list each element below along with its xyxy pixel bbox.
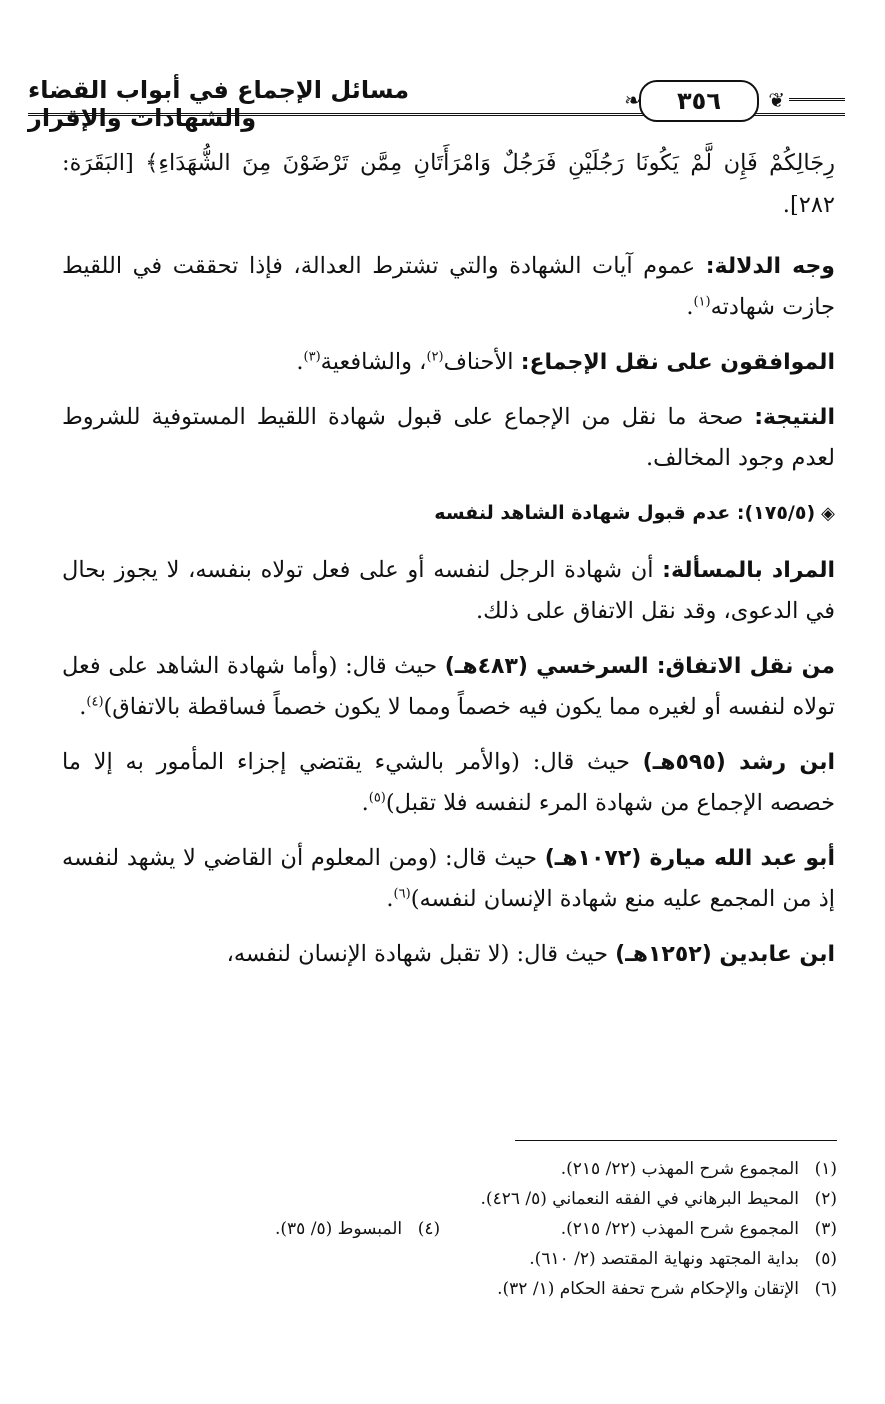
page-header: [28, 60, 845, 132]
footnote-number: (٢): [814, 1189, 837, 1209]
footnote-ref[interactable]: (٢): [426, 349, 444, 365]
footnote-item-inline: [275, 1214, 440, 1244]
footnote-number: (٦): [814, 1279, 837, 1299]
footnote-number: (١): [814, 1159, 837, 1179]
footnote-item: [60, 1274, 837, 1304]
footnote-number: (٣): [814, 1219, 837, 1239]
footnote-item: [60, 1214, 837, 1244]
paragraph-label: ابن عابدين (١٢٥٢هـ): [615, 942, 835, 967]
footnote-item: [60, 1184, 837, 1214]
paragraph-text: حيث قال: (والأمر بالشيء يقتضي إجزاء المأمور به إلا ما خصصه الإجماع من شهادة المرء لنفسه فلا تقبل): [62, 749, 835, 816]
paragraph: وجه الدلالة: عموم آيات الشهادة والتي تشترط العدالة، فإذا تحققت في اللقيط جازت شهادته$^{(١)}$.: [62, 253, 835, 320]
footnote-text: الإتقان والإحكام شرح تحفة الحكام (١/ ٣٢).: [497, 1279, 799, 1299]
footnote-item: [60, 1154, 837, 1184]
footnote-ref[interactable]: (٤): [86, 694, 104, 710]
paragraph-label: وجه الدلالة:: [705, 254, 835, 279]
diamond-bullet-icon: ◈: [821, 503, 835, 524]
footnote-ref[interactable]: (٥): [368, 790, 386, 806]
paragraph: [62, 550, 835, 632]
footnote-item: [60, 1244, 837, 1274]
footnote-text: المجموع شرح المهذب (٢٢/ ٢١٥).: [560, 1219, 799, 1239]
paragraph-text: عموم آيات الشهادة والتي تشترط العدالة، فإذا تحققت في اللقيط جازت شهادته: [62, 253, 835, 320]
running-title: مسائل الإجماع في أبواب القضاء والشهادات والإقرار: [28, 76, 410, 132]
ornament-icon: ❧: [624, 88, 641, 112]
footnote-number: (٤): [417, 1219, 441, 1239]
section-heading: [62, 493, 835, 534]
paragraph-label: الموافقون على نقل الإجماع:: [520, 350, 835, 375]
footnote-text: المحيط البرهاني في الفقه النعماني (٥/ ٤٢٦).: [480, 1189, 799, 1209]
paragraph-label: ابن رشد (٥٩٥هـ): [642, 750, 836, 775]
paragraph-label: أبو عبد الله ميارة (١٠٧٢هـ): [544, 846, 835, 871]
footnote-text: بداية المجتهد ونهاية المقتصد (٢/ ٦١٠).: [529, 1249, 799, 1269]
paragraph: الموافقون على نقل الإجماع: الأحناف$^{(٢)}$، والشافعية$^{(٣)}$.: [296, 349, 835, 375]
paragraph-text: حيث قال: (وأما شهادة الشاهد على فعل تولاه لنفسه أو لغيره مما يكون فيه خصماً ومما لا يكون خصماً فساقطة بالاتفاق): [62, 653, 835, 720]
paragraph: [62, 397, 835, 479]
footnote-ref[interactable]: (٣): [303, 349, 321, 365]
paragraph: أبو عبد الله ميارة (١٠٧٢هـ) حيث قال: (ومن المعلوم أن القاضي لا يشهد لنفسه إذ من المجمع عليه منع شهادة الإنسان لنفسه)$^{(٦)}$.: [62, 845, 835, 912]
paragraph-text: حيث قال: (ومن المعلوم أن القاضي لا يشهد لنفسه إذ من المجمع عليه منع شهادة الإنسان لنفسه): [62, 845, 835, 912]
paragraph: ابن رشد (٥٩٥هـ) حيث قال: (والأمر بالشيء يقتضي إجزاء المأمور به إلا ما خصصه الإجماع من شهادة المرء لنفسه فلا تقبل)$^{(٥)}$.: [62, 749, 836, 816]
paragraph-label: من نقل الاتفاق: السرخسي (٤٨٣هـ): [444, 654, 835, 679]
footnote-separator: [515, 1140, 837, 1141]
paragraph: من نقل الاتفاق: السرخسي (٤٨٣هـ) حيث قال: (وأما شهادة الشاهد على فعل تولاه لنفسه أو لغيره مما يكون فيه خصماً ومما لا يكون خصماً فساقطة بالاتفاق)$^{(٤)}$.: [62, 653, 835, 720]
paragraph-text: ، والشافعية: [320, 349, 427, 375]
ornament-icon: ❦: [768, 88, 785, 112]
footnote-text: المبسوط (٥/ ٣٥).: [275, 1219, 403, 1239]
footnote-ref[interactable]: (٦): [393, 886, 411, 902]
header-ornament-rule: [789, 98, 845, 101]
paragraph-text: أن شهادة الرجل لنفسه أو على فعل تولاه بنفسه، لا يجوز بحال في الدعوى، وقد نقل الاتفاق على ذلك.: [62, 557, 835, 624]
section-heading-text: (١٧٥/٥): عدم قبول شهادة الشاهد لنفسه: [434, 502, 816, 524]
paragraph-text: الأحناف: [443, 349, 521, 375]
footnote-text: المجموع شرح المهذب (٢٢/ ٢١٥).: [560, 1159, 799, 1179]
page-number: ٣٥٦: [639, 80, 759, 122]
paragraph-label: المراد بالمسألة:: [662, 558, 835, 583]
quran-verse: رِجَالِكُمْ فَإِن لَّمْ يَكُونَا رَجُلَيْنِ فَرَجُلٌ وَامْرَأَتَانِ مِمَّن تَرْضَوْنَ مِنَ الشُّهَدَاءِ﴾ [البَقَرَة: ٢٨٢].: [62, 150, 835, 218]
footnote-number: (٥): [814, 1249, 837, 1269]
paragraph-text: صحة ما نقل من الإجماع على قبول شهادة اللقيط المستوفية للشروط لعدم وجود المخالف.: [62, 404, 835, 471]
paragraph-label: النتيجة:: [754, 405, 835, 430]
main-text: [62, 142, 835, 989]
footnote-ref[interactable]: (١): [693, 294, 711, 310]
footnotes: [60, 1154, 837, 1304]
paragraph-text: حيث قال: (لا تقبل شهادة الإنسان لنفسه،: [226, 941, 616, 967]
paragraph: [62, 934, 835, 975]
